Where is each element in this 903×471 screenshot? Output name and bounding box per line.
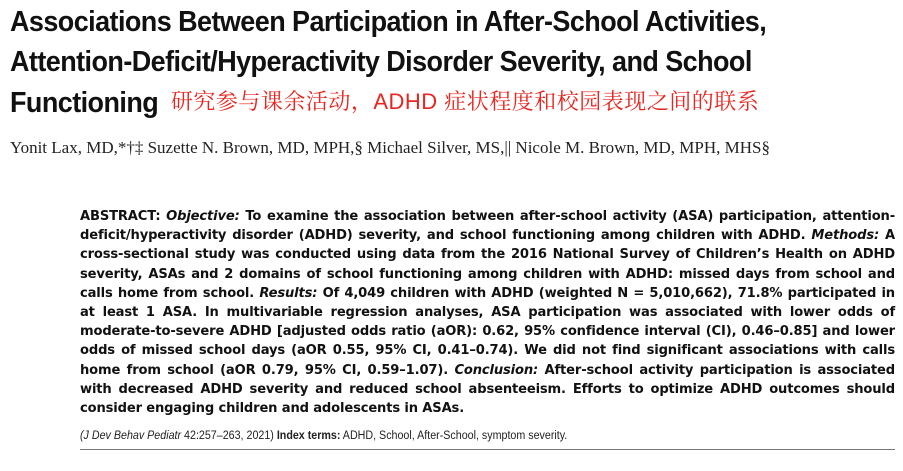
divider [80, 449, 895, 450]
article-title [10, 2, 838, 123]
title-line-2: Attention-Deficit/Hyperactivity Disorder Severity, and School [10, 46, 752, 78]
author-list: Yonit Lax, MD,*†‡ Suzette N. Brown, MD, MPH,§ Michael Silver, MS,|| Nicole M. Brown, MD, MPH, MHS§ [10, 138, 770, 157]
conclusion-text: After-school activity participation is associated with decreased ADHD severity and reduced school absenteeism. Efforts to optimize ADHD outcomes should consider engaging children and adolescents in ASAs. [80, 362, 895, 417]
title-line-1: Associations Between Participation in After-School Activities, [10, 6, 767, 38]
title-line-3-text: Functioning [10, 87, 159, 119]
abstract-heading: ABSTRACT: [80, 209, 161, 224]
results-label: Results: [259, 285, 318, 301]
journal-name: (J Dev Behav Pediatr [80, 430, 182, 442]
citation-line [80, 430, 838, 442]
methods-text: A cross-sectional study was conducted using data from the 2016 National Survey of Children’s Health on ADHD severity, ASAs and 2 domains of school functioning among children with ADHD: missed days from school and calls home from school. [80, 228, 895, 301]
index-terms: ADHD, School, After-School, symptom severity. [342, 430, 568, 442]
journal-volume: 42:257–263, 2021) [184, 430, 274, 442]
abstract [80, 207, 895, 418]
index-terms-label: Index terms: [276, 430, 341, 442]
results-text: Of 4,049 children with ADHD (weighted N = 5,010,662), 71.8% participated in at least 1 ASA. In multivariable regression analyses, ASA participation was associated with lower odds of moderate-to-severe ADHD [adjusted odds ratio (aOR): 0.62, 95% confidence interval (CI), 0.46–0.85] and lower odds of missed school days (aOR 0.55, 95% CI, 0.41–0.74). We did not find significant associations with calls home from school (aOR 0.79, 95% CI, 0.59–1.07). [80, 285, 895, 378]
conclusion-label: Conclusion: [454, 362, 539, 378]
objective-text: To examine the association between after-school activity (ASA) participation, attention-deficit/hyperactivity disorder (ADHD) severity, and school functioning among children with ADHD. [80, 209, 895, 244]
methods-label: Methods: [811, 228, 880, 244]
chinese-translation: 研究参与课余活动，ADHD 症状程度和校园表现之间的联系 [171, 89, 760, 114]
title-line-3 [10, 82, 838, 123]
objective-label: Objective: [166, 209, 240, 224]
